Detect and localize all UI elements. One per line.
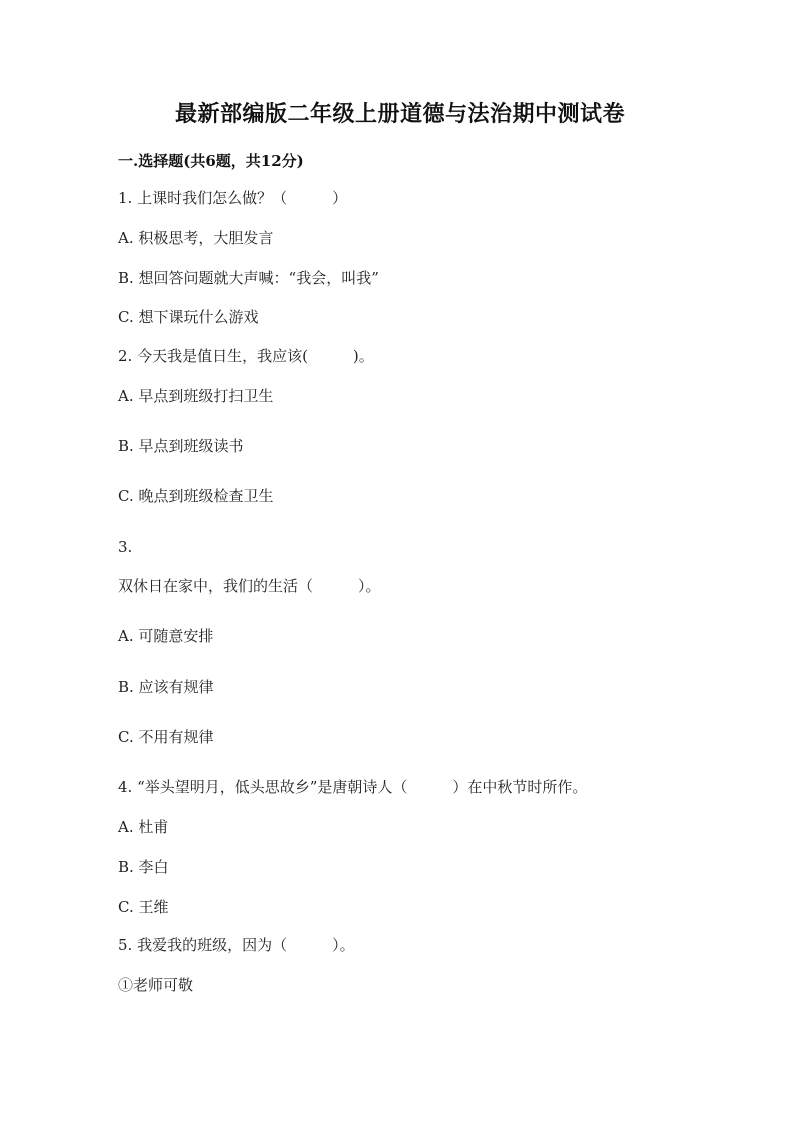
question-4-option-a: A. 杜甫 [118, 818, 169, 836]
question-1-option-c: C. 想下课玩什么游戏 [118, 308, 259, 326]
question-1-option-a: A. 积极思考，大胆发言 [118, 229, 274, 247]
question-1-option-b: B. 想回答问题就大声喊：“我会，叫我” [118, 269, 379, 287]
question-3-number: 3. [118, 538, 133, 556]
question-2-stem: 2. 今天我是值日生，我应该( )。 [118, 347, 374, 365]
question-5-stem: 5. 我爱我的班级，因为（ ）。 [118, 936, 355, 954]
page-title: 最新部编版二年级上册道德与法治期中测试卷 [174, 101, 625, 127]
question-2-option-c: C. 晚点到班级检查卫生 [118, 487, 274, 505]
question-4-stem: 4. “举头望明月，低头思故乡”是唐朝诗人（ ）在中秋节时所作。 [118, 778, 588, 796]
question-3-stem: 双休日在家中，我们的生活（ ）。 [118, 577, 381, 595]
question-3-option-a: A. 可随意安排 [118, 627, 214, 645]
question-4-option-c: C. 王维 [118, 898, 169, 916]
question-4-option-b: B. 李白 [118, 858, 169, 876]
question-2-option-a: A. 早点到班级打扫卫生 [118, 387, 274, 405]
question-3-option-c: C. 不用有规律 [118, 728, 214, 746]
question-2-option-b: B. 早点到班级读书 [118, 437, 244, 455]
question-5-option-1: ①老师可敬 [118, 976, 194, 994]
question-1-stem: 1. 上课时我们怎么做？（ ） [118, 189, 348, 207]
section-heading: 一.选择题(共6题，共12分) [118, 152, 304, 170]
question-3-option-b: B. 应该有规律 [118, 678, 214, 696]
